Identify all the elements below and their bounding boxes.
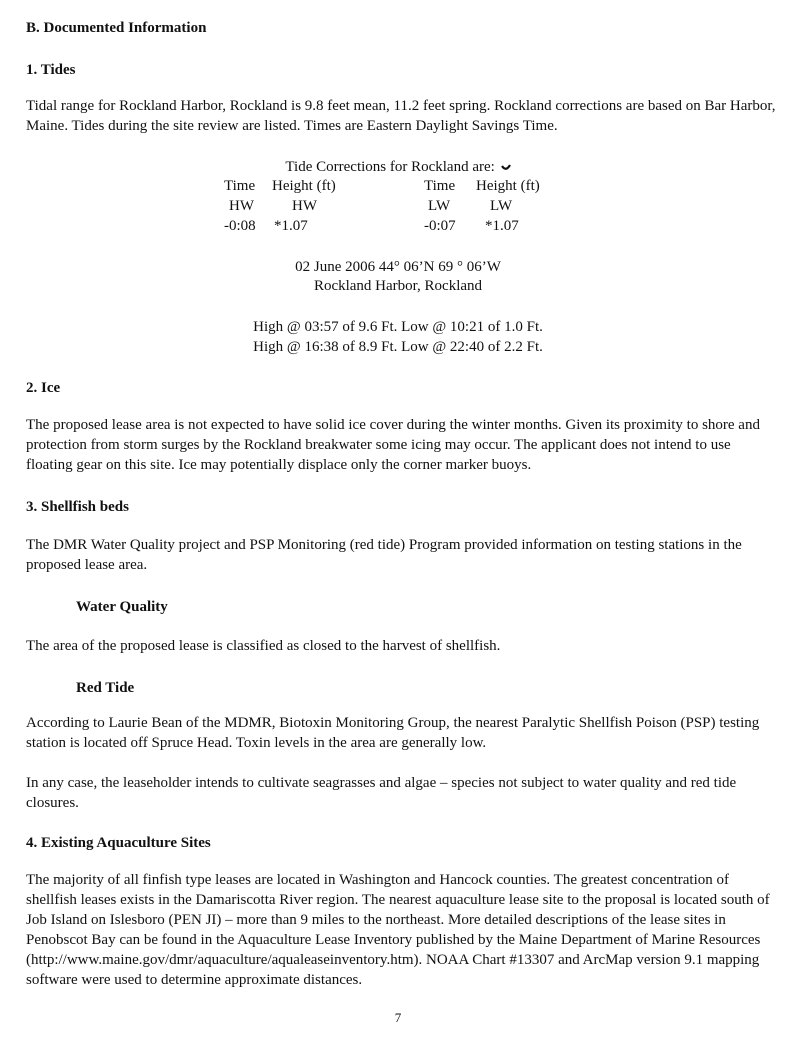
tide-location: Rockland Harbor, Rockland bbox=[313, 278, 483, 294]
tides-heading: 1. Tides bbox=[26, 62, 76, 78]
tides-paragraph: Tidal range for Rockland Harbor, Rockland is 9.8 feet mean, 11.2 feet spring. Rockland corrections are based on Bar Harbor, Maine. Tides during the site review are listed. Times are Eastern Daylight Savings Time. bbox=[26, 98, 776, 134]
ice-paragraph: The proposed lease area is not expected to have solid ice cover during the winter months. Given its proximity to shore and protection from storm surges by the Rockland breakwater some icing may occur. The applicant does not intend to use floating gear on this site. Ice may potentially displace only the corner marker buoys. bbox=[26, 417, 760, 473]
tide-corrections-title: Tide Corrections for Rockland are: bbox=[0, 157, 796, 177]
water-quality-text: The area of the proposed lease is classified as closed to the harvest of shellfish. bbox=[26, 638, 501, 654]
tide-date-position: 02 June 2006 44° 06’N 69 ° 06’W bbox=[295, 259, 501, 275]
ice-heading: 2. Ice bbox=[26, 380, 61, 396]
tide-corrections-table bbox=[224, 176, 540, 236]
water-quality-heading: Water Quality bbox=[76, 599, 168, 615]
table-header-row: Time Height (ft) Time Height (ft) bbox=[224, 178, 540, 194]
shellfish-paragraph: The DMR Water Quality project and PSP Monitoring (red tide) Program provided information on testing stations in the proposed lease area. bbox=[26, 537, 742, 573]
shellfish-heading: 3. Shellfish beds bbox=[26, 499, 129, 515]
aquaculture-heading: 4. Existing Aquaculture Sites bbox=[26, 835, 211, 851]
table-header-row: HW HW LW LW bbox=[229, 198, 513, 214]
red-tide-heading: Red Tide bbox=[76, 680, 135, 696]
tide-times-line: High @ 16:38 of 8.9 Ft. Low @ 22:40 of 2.2 Ft. bbox=[253, 339, 543, 355]
table-row: -0:08 *1.07 -0:07 *1.07 bbox=[224, 218, 519, 234]
tide-times-line: High @ 03:57 of 9.6 Ft. Low @ 10:21 of 1.0 Ft. bbox=[253, 319, 543, 335]
swoosh-mark-icon bbox=[501, 164, 511, 172]
section-title: B. Documented Information bbox=[26, 20, 207, 36]
aquaculture-paragraph: The majority of all finfish type leases are located in Washington and Hancock counties. The greatest concentration of shellfish leases exists in the Damariscotta River region. The nearest aquaculture lease site to the proposal is located south of Job Island on Islesboro (PEN JI) – more than 9 miles to the northeast. More detailed descriptions of the lease sites in Penobscot Bay can be found in the Aquaculture Lease Inventory published by the Maine Department of Marine Resources (http://www.maine.gov/dmr/aquaculture/aqualeaseinventory.htm). NOAA Chart #13307 and ArcMap version 9.1 mapping software were used to determine approximate distances. bbox=[26, 872, 770, 988]
page-number: 7 bbox=[394, 1010, 402, 1025]
closing-text: In any case, the leaseholder intends to cultivate seagrasses and algae – species not subject to water quality and red tide closures. bbox=[26, 775, 737, 811]
red-tide-text: According to Laurie Bean of the MDMR, Biotoxin Monitoring Group, the nearest Paralytic Shellfish Poison (PSP) testing station is located off Spruce Head. Toxin levels in the area are generally low. bbox=[26, 715, 760, 751]
